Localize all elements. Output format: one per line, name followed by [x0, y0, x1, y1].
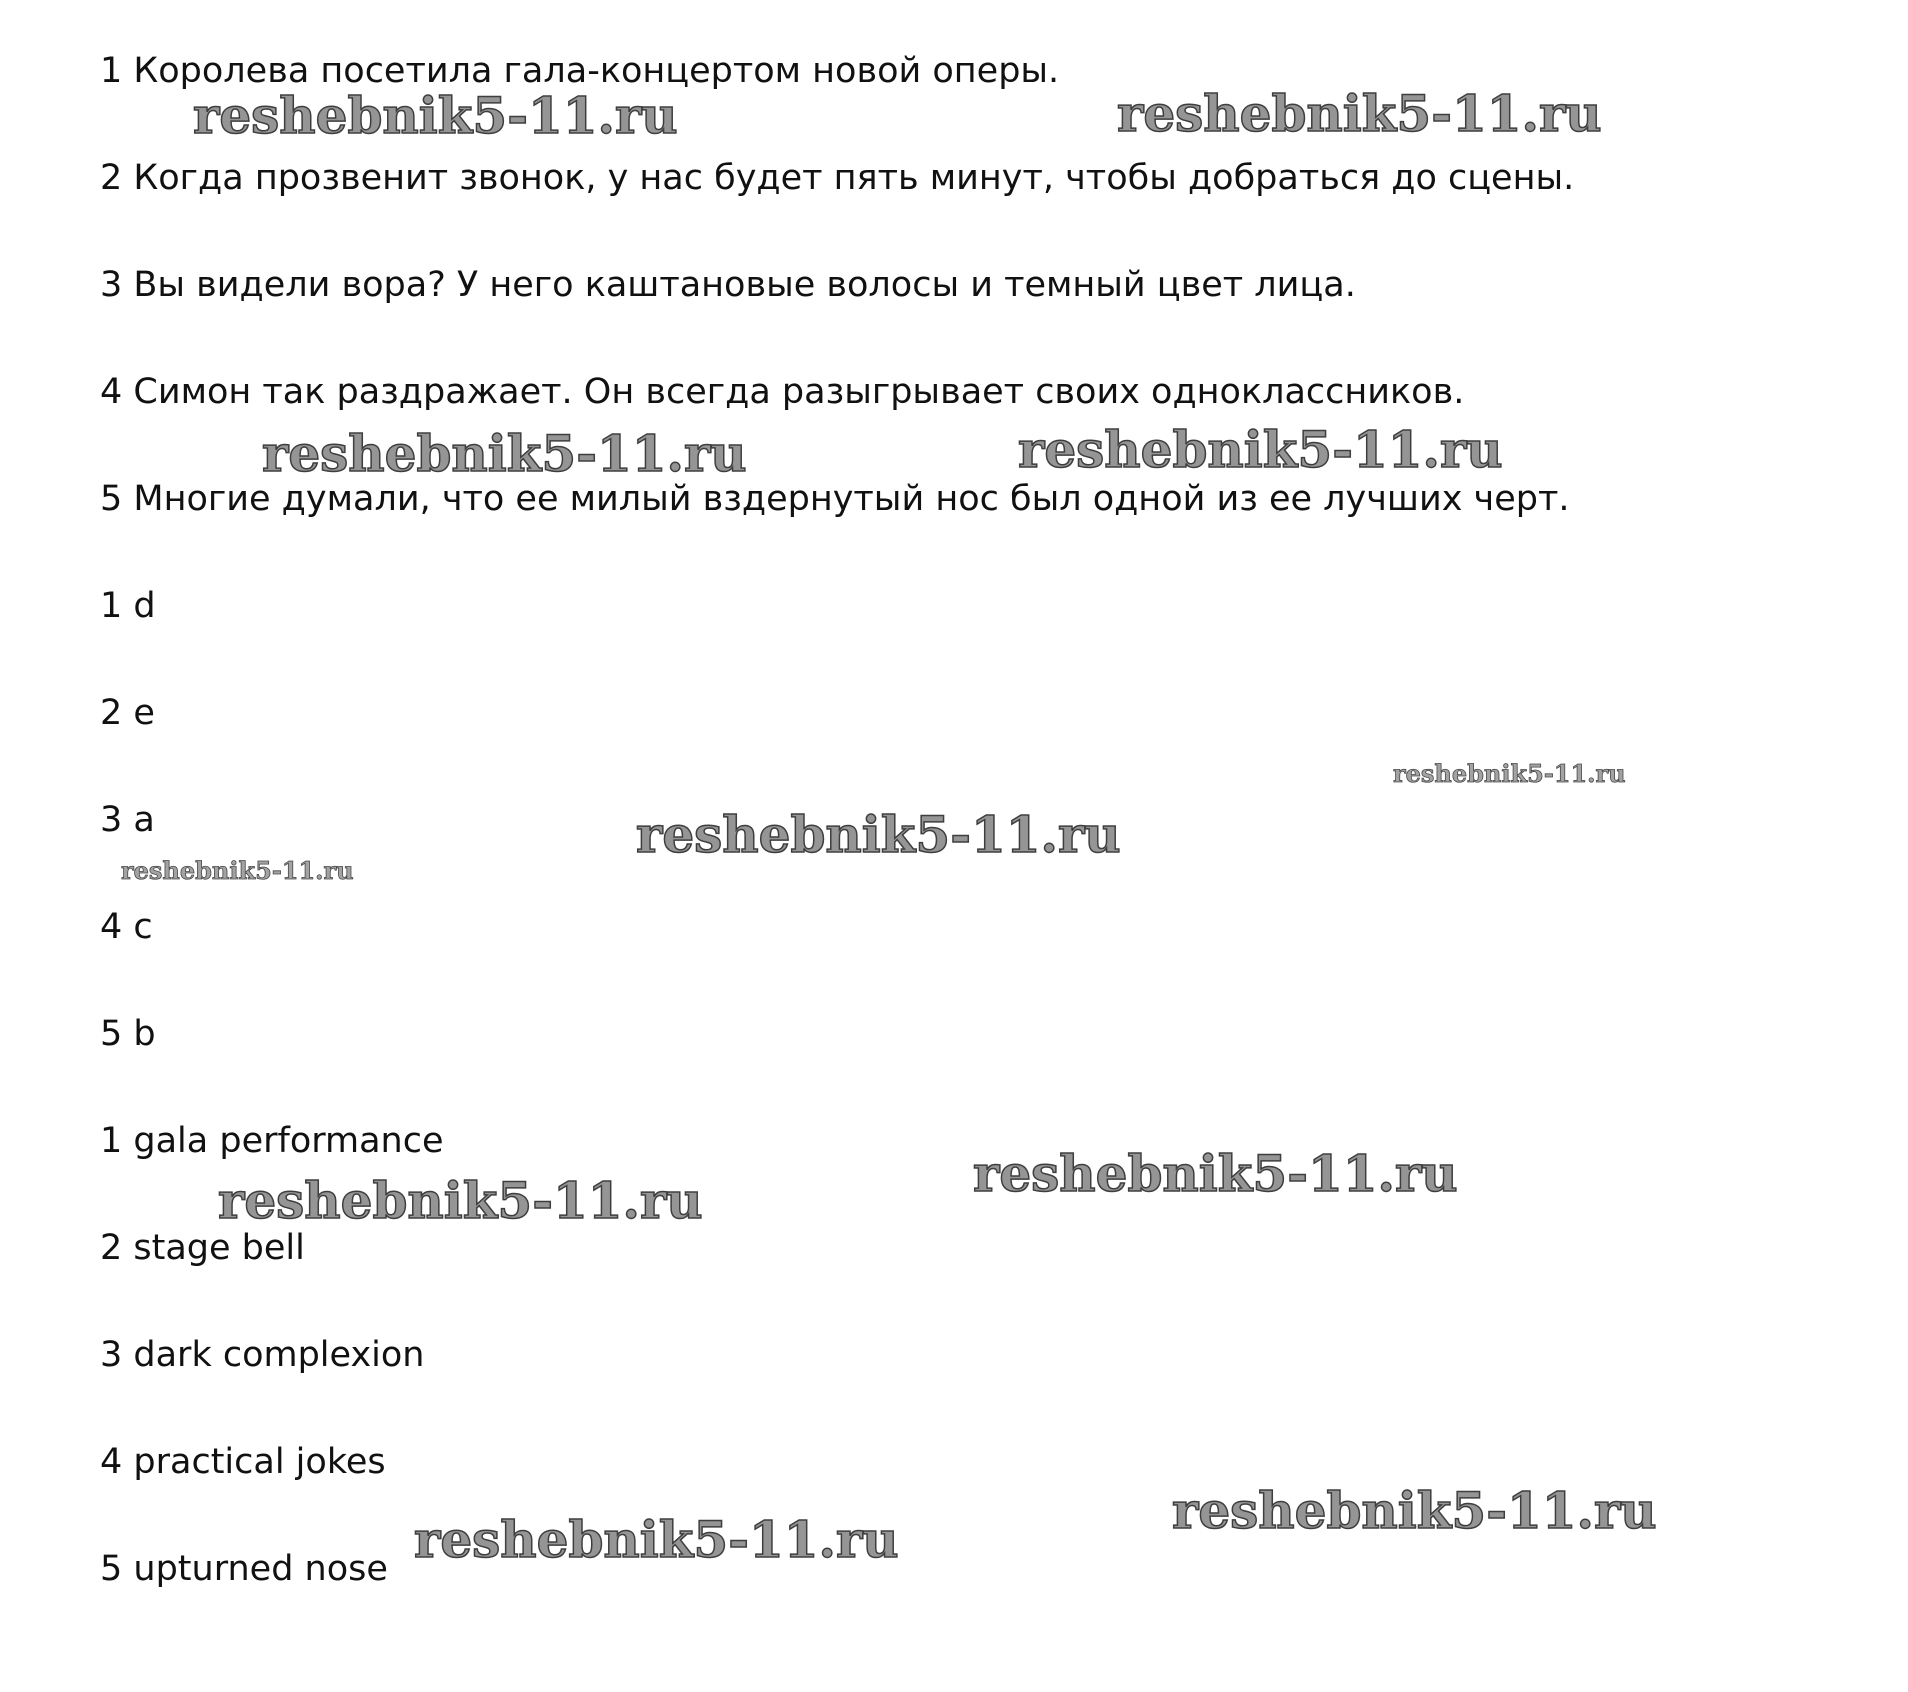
watermark: reshebnik5-11.ru	[414, 1510, 899, 1569]
sentence-5: 5 Многие думали, что ее милый вздернутый нос был одной из ее лучших черт.	[100, 479, 1570, 519]
phrase-4: 4 practical jokes	[100, 1442, 386, 1482]
phrase-5: 5 upturned nose	[100, 1549, 388, 1589]
watermark: reshebnik5-11.ru	[218, 1171, 703, 1230]
watermark: reshebnik5-11.ru	[973, 1144, 1458, 1203]
phrase-3: 3 dark complexion	[100, 1335, 425, 1375]
watermark: reshebnik5-11.ru	[121, 856, 354, 885]
sentence-1: 1 Королева посетила гала-концертом новой оперы.	[100, 51, 1060, 91]
sentence-2: 2 Когда прозвенит звонок, у нас будет пять минут, чтобы добраться до сцены.	[100, 158, 1575, 198]
watermark: reshebnik5-11.ru	[262, 424, 747, 483]
watermark: reshebnik5-11.ru	[1117, 84, 1602, 143]
phrase-1: 1 gala performance	[100, 1121, 444, 1161]
answer-3: 3 a	[100, 800, 155, 840]
watermark: reshebnik5-11.ru	[1172, 1481, 1657, 1540]
phrase-2: 2 stage bell	[100, 1228, 305, 1268]
sentence-3: 3 Вы видели вора? У него каштановые волосы и темный цвет лица.	[100, 265, 1356, 305]
answer-4: 4 c	[100, 907, 153, 947]
answer-1: 1 d	[100, 586, 156, 626]
watermark: reshebnik5-11.ru	[1393, 759, 1626, 788]
answer-5: 5 b	[100, 1014, 156, 1054]
answer-2: 2 e	[100, 693, 155, 733]
watermark: reshebnik5-11.ru	[636, 805, 1121, 864]
watermark: reshebnik5-11.ru	[1018, 420, 1503, 479]
sentence-4: 4 Симон так раздражает. Он всегда разыгрывает своих одноклассников.	[100, 372, 1465, 412]
watermark: reshebnik5-11.ru	[193, 86, 678, 145]
